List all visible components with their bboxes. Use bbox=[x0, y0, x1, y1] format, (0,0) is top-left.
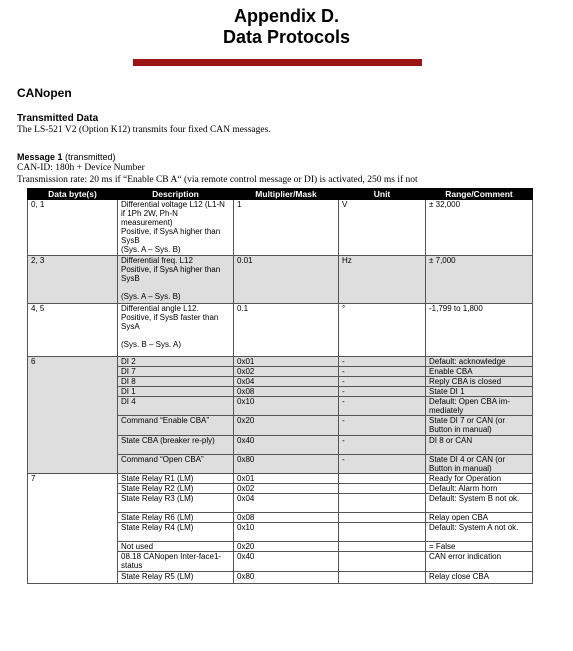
table-row bbox=[28, 304, 533, 357]
row-mask: 0x80 bbox=[234, 572, 339, 584]
row-unit: - bbox=[339, 416, 426, 436]
row-byte: 0, 1 bbox=[28, 200, 118, 256]
row-description: State Relay R5 (LM) bbox=[118, 572, 234, 584]
row-range: Relay close CBA bbox=[426, 572, 533, 584]
row-unit bbox=[339, 523, 426, 542]
table-row bbox=[28, 357, 533, 367]
row-mask: 0x40 bbox=[234, 552, 339, 572]
row-description: State Relay R1 (LM) bbox=[118, 474, 234, 484]
row-unit: - bbox=[339, 455, 426, 474]
section-heading: CANopen bbox=[17, 86, 72, 100]
row-mask: 0x20 bbox=[234, 416, 339, 436]
row-mask: 0x02 bbox=[234, 367, 339, 377]
row-range: Relay open CBA bbox=[426, 513, 533, 523]
row-byte: 6 bbox=[28, 357, 118, 474]
row-description: DI 4 bbox=[118, 397, 234, 416]
row-range: Default: Alarm horn bbox=[426, 484, 533, 494]
row-description: State Relay R6 (LM) bbox=[118, 513, 234, 523]
table-row bbox=[28, 474, 533, 484]
row-description: DI 1 bbox=[118, 387, 234, 397]
row-unit bbox=[339, 572, 426, 584]
row-range: ± 32,000 bbox=[426, 200, 533, 256]
row-range: CAN error indication bbox=[426, 552, 533, 572]
can-id-line: CAN-ID: 180h + Device Number bbox=[17, 163, 145, 173]
row-range: -1,799 to 1,800 bbox=[426, 304, 533, 357]
row-mask: 0x01 bbox=[234, 474, 339, 484]
row-range: State DI 1 bbox=[426, 387, 533, 397]
row-unit: - bbox=[339, 377, 426, 387]
row-description: State CBA (breaker re-ply) bbox=[118, 436, 234, 455]
row-unit bbox=[339, 494, 426, 513]
appendix-subtitle: Data Protocols bbox=[222, 27, 351, 47]
row-range: Default: Open CBA im-mediately bbox=[426, 397, 533, 416]
table-row bbox=[28, 256, 533, 304]
message-suffix: (transmitted) bbox=[62, 152, 116, 162]
row-description: State Relay R4 (LM) bbox=[118, 523, 234, 542]
row-range: = False bbox=[426, 542, 533, 552]
row-description: State Relay R3 (LM) bbox=[118, 494, 234, 513]
row-range: ± 7,000 bbox=[426, 256, 533, 304]
row-unit bbox=[339, 484, 426, 494]
row-description: Command “Enable CBA” bbox=[118, 416, 234, 436]
title-divider bbox=[133, 59, 422, 66]
col-header-description: Description bbox=[118, 189, 234, 200]
row-unit: - bbox=[339, 387, 426, 397]
col-header-mask: Multiplier/Mask bbox=[234, 189, 339, 200]
row-unit bbox=[339, 474, 426, 484]
subsection-heading: Transmitted Data bbox=[17, 113, 99, 124]
row-mask: 0x02 bbox=[234, 484, 339, 494]
rate-line: Transmission rate: 20 ms if “Enable CB A“ (via remote control message or DI) is activated, 250 ms if not bbox=[17, 175, 418, 185]
row-mask: 0x80 bbox=[234, 455, 339, 474]
row-mask: 0.01 bbox=[234, 256, 339, 304]
row-byte: 7 bbox=[28, 474, 118, 584]
row-unit: - bbox=[339, 397, 426, 416]
row-unit: Hz bbox=[339, 256, 426, 304]
message-label: Message 1 bbox=[17, 152, 63, 162]
row-mask: 0x08 bbox=[234, 387, 339, 397]
row-range: State DI 7 or CAN (or Button in manual) bbox=[426, 416, 533, 436]
row-description: Differential angle L12. Positive, if SysB faster than SysA (Sys. B – Sys. A) bbox=[118, 304, 234, 357]
row-mask: 0x04 bbox=[234, 494, 339, 513]
row-unit: V bbox=[339, 200, 426, 256]
row-range: State DI 4 or CAN (or Button in manual) bbox=[426, 455, 533, 474]
message-heading bbox=[17, 152, 116, 162]
row-unit bbox=[339, 513, 426, 523]
row-mask: 1 bbox=[234, 200, 339, 256]
col-header-byte: Data byte(s) bbox=[28, 189, 118, 200]
row-description: State Relay R2 (LM) bbox=[118, 484, 234, 494]
row-range: Enable CBA bbox=[426, 367, 533, 377]
row-range: DI 8 or CAN bbox=[426, 436, 533, 455]
appendix-title: Appendix D. bbox=[233, 6, 339, 26]
row-unit bbox=[339, 542, 426, 552]
table-row bbox=[28, 200, 533, 256]
row-mask: 0x40 bbox=[234, 436, 339, 455]
row-mask: 0.1 bbox=[234, 304, 339, 357]
row-unit: ° bbox=[339, 304, 426, 357]
row-description: Not used bbox=[118, 542, 234, 552]
row-mask: 0x04 bbox=[234, 377, 339, 387]
row-range: Reply CBA is closed bbox=[426, 377, 533, 387]
row-mask: 0x01 bbox=[234, 357, 339, 367]
row-unit: - bbox=[339, 367, 426, 377]
row-mask: 0x10 bbox=[234, 397, 339, 416]
col-header-range: Range/Comment bbox=[426, 189, 533, 200]
intro-paragraph: The LS-521 V2 (Option K12) transmits four fixed CAN messages. bbox=[17, 125, 271, 135]
row-range: Default: acknowledge bbox=[426, 357, 533, 367]
row-description: Differential freq. L12 Positive, if SysA higher than SysB (Sys. A – Sys. B) bbox=[118, 256, 234, 304]
row-description: DI 7 bbox=[118, 367, 234, 377]
row-description: Command “Open CBA” bbox=[118, 455, 234, 474]
row-unit: - bbox=[339, 357, 426, 367]
row-description: DI 2 bbox=[118, 357, 234, 367]
row-unit bbox=[339, 552, 426, 572]
row-range: Default: System B not ok. bbox=[426, 494, 533, 513]
row-range: Ready for Operation bbox=[426, 474, 533, 484]
col-header-unit: Unit bbox=[339, 189, 426, 200]
table-header-row bbox=[28, 189, 533, 200]
protocol-table bbox=[27, 188, 533, 584]
row-description: 08.18 CANopen Inter-face1-status bbox=[118, 552, 234, 572]
row-byte: 2, 3 bbox=[28, 256, 118, 304]
row-mask: 0x20 bbox=[234, 542, 339, 552]
row-byte: 4, 5 bbox=[28, 304, 118, 357]
row-description: Differential voltage L12 (L1-N if 1Ph 2W, Ph-N measurement) Positive, if SysA higher than SysB (Sys. A – Sys. B) bbox=[118, 200, 234, 256]
row-description: DI 8 bbox=[118, 377, 234, 387]
row-mask: 0x10 bbox=[234, 523, 339, 542]
row-mask: 0x08 bbox=[234, 513, 339, 523]
row-range: Default: System A not ok. bbox=[426, 523, 533, 542]
row-unit: - bbox=[339, 436, 426, 455]
